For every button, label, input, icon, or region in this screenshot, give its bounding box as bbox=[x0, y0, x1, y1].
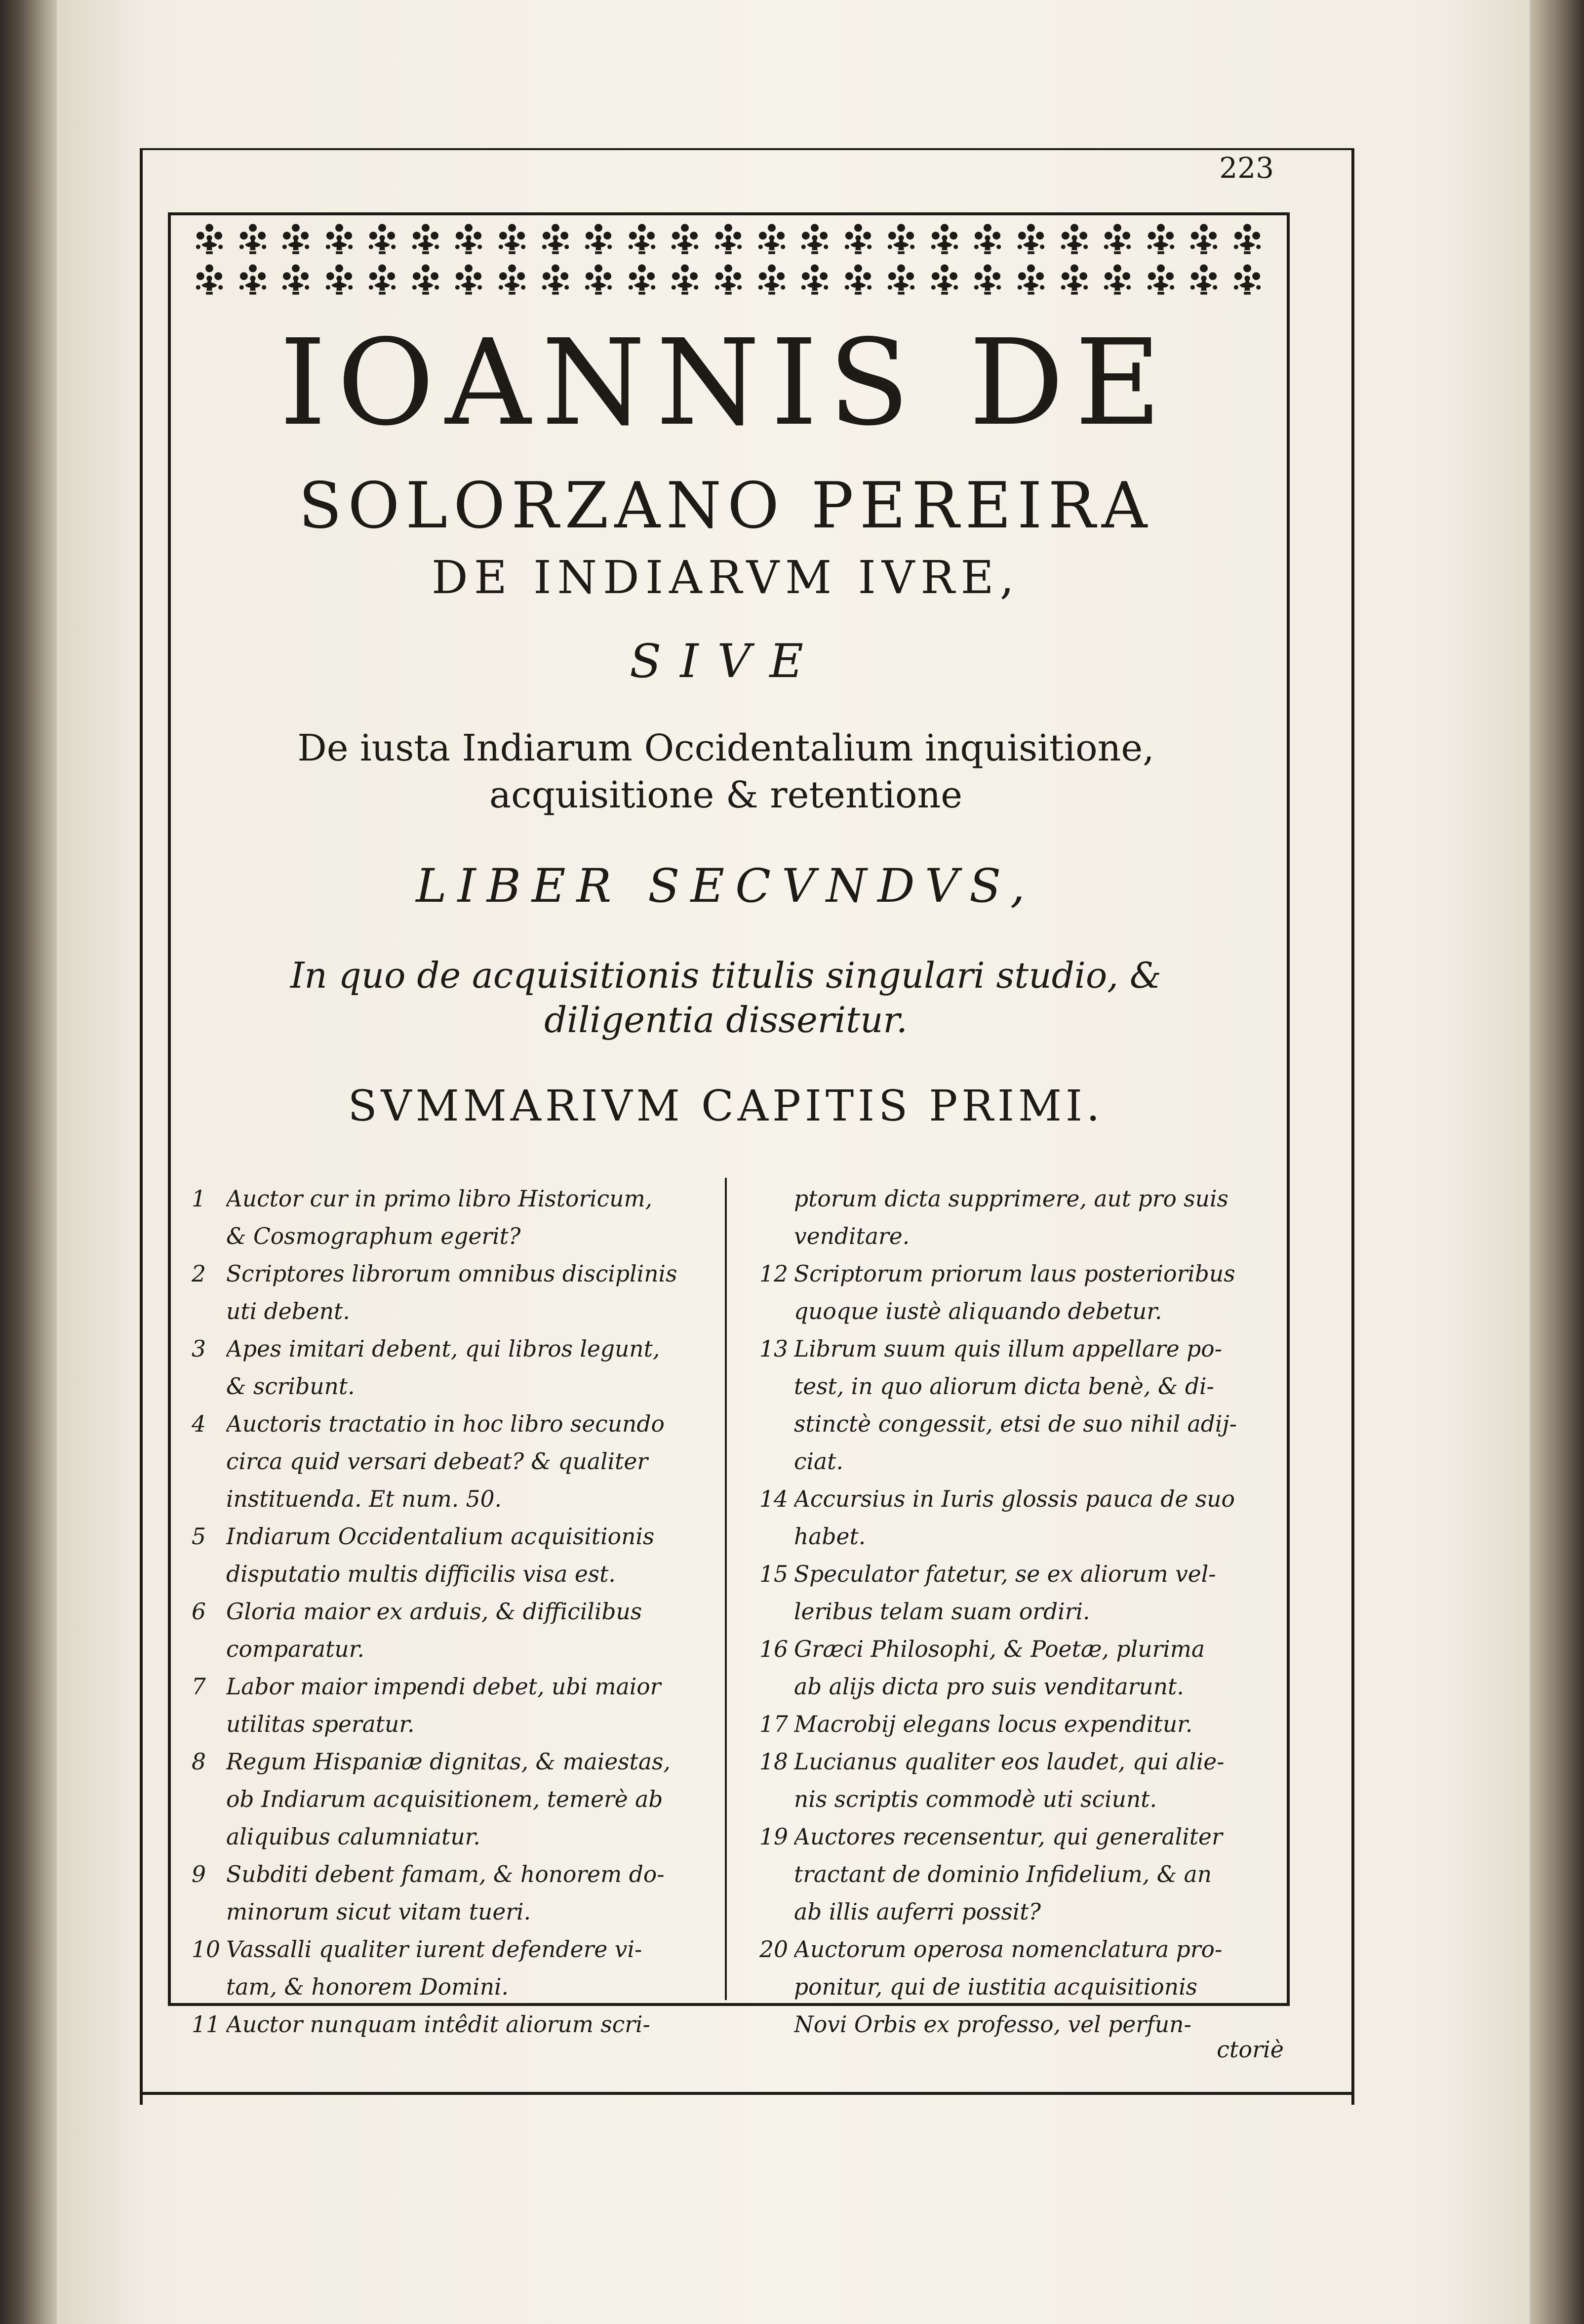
fleuron-row-top bbox=[193, 222, 1264, 256]
fleuron-icon bbox=[1144, 263, 1178, 296]
fleuron-icon bbox=[971, 263, 1004, 296]
summary-heading: SVMMARIVM CAPITIS PRIMI. bbox=[348, 1082, 1104, 1131]
summary-item-text: Scriptorum priorum laus posterioribus bbox=[794, 1261, 1235, 1287]
summary-item-text: tractant de dominio Infidelium, & an bbox=[794, 1861, 1212, 1887]
fleuron-icon bbox=[1187, 222, 1221, 256]
summary-item-number: 17 bbox=[759, 1711, 788, 1737]
fleuron-icon bbox=[365, 222, 399, 256]
summary-item-number bbox=[192, 1293, 226, 1330]
summary-item-number bbox=[192, 1818, 226, 1856]
fleuron-icon bbox=[1058, 263, 1091, 296]
summary-line bbox=[759, 1556, 1261, 1593]
summary-line bbox=[759, 1668, 1261, 1706]
fleuron-ornament-band bbox=[193, 222, 1264, 296]
summary-item-text: ab alijs dicta pro suis venditarunt. bbox=[794, 1674, 1184, 1700]
column-divider-rule bbox=[725, 1178, 727, 2000]
summary-line bbox=[192, 1518, 693, 1556]
summary-item-text: Græci Philosophi, & Poetæ, plurima bbox=[794, 1636, 1205, 1662]
summary-item-text: Speculator fatetur, se ex aliorum vel- bbox=[794, 1561, 1216, 1587]
summary-item-number: 4 bbox=[192, 1411, 206, 1437]
fleuron-icon bbox=[193, 222, 226, 256]
summary-column-left bbox=[192, 1180, 693, 2038]
summary-item-text: ponitur, qui de iustitia acquisitionis bbox=[794, 1974, 1198, 2000]
fleuron-icon bbox=[365, 263, 399, 296]
summary-item-text: Labor maior impendi debet, ubi maior bbox=[226, 1674, 661, 1700]
summary-item-text: Gloria maior ex arduis, & difficilibus bbox=[226, 1599, 642, 1625]
summary-column-right bbox=[759, 1180, 1261, 2038]
fleuron-icon bbox=[236, 263, 270, 296]
summary-item-number bbox=[192, 1781, 226, 1818]
fleuron-icon bbox=[625, 263, 659, 296]
summary-item-text: Auctor nunquam intêdit aliorum scri- bbox=[226, 2011, 650, 2038]
fleuron-icon bbox=[582, 263, 615, 296]
summary-line bbox=[759, 1856, 1261, 1893]
summary-line bbox=[759, 1481, 1261, 1518]
summary-item-text: minorum sicut vitam tueri. bbox=[226, 1899, 531, 1925]
summary-item-number bbox=[759, 1518, 794, 1556]
summary-item-text: Auctoris tractatio in hoc libro secundo bbox=[226, 1411, 665, 1437]
summary-item-text: habet. bbox=[794, 1523, 866, 1550]
fleuron-icon bbox=[1014, 263, 1048, 296]
fleuron-icon bbox=[884, 263, 918, 296]
summary-item-text: circa quid versari debeat? & qualiter bbox=[226, 1448, 648, 1475]
summary-item-number bbox=[759, 1443, 794, 1481]
summary-item-text: Regum Hispaniæ dignitas, & maiestas, bbox=[226, 1749, 671, 1775]
book-edge-right bbox=[1530, 0, 1584, 2324]
summary-line bbox=[192, 1706, 693, 1743]
summary-line bbox=[192, 1330, 693, 1368]
summary-item-text: Macrobij elegans locus expenditur. bbox=[794, 1711, 1193, 1737]
fleuron-icon bbox=[193, 263, 226, 296]
fleuron-icon bbox=[971, 222, 1004, 256]
summary-item-text: Scriptores librorum omnibus disciplinis bbox=[226, 1261, 677, 1287]
book-description-line-2: diligentia disseritur. bbox=[544, 999, 908, 1041]
title-sive: SIVE bbox=[629, 635, 823, 688]
summary-item-number bbox=[192, 1218, 226, 1255]
fleuron-icon bbox=[798, 222, 832, 256]
summary-item-text: stinctè congessit, etsi de suo nihil adij- bbox=[794, 1411, 1237, 1437]
summary-line bbox=[192, 1818, 693, 1856]
summary-line bbox=[759, 1631, 1261, 1668]
fleuron-icon bbox=[668, 222, 702, 256]
summary-item-number: 16 bbox=[759, 1636, 788, 1662]
summary-item-number: 20 bbox=[759, 1936, 788, 1963]
title-author-first-line: IOANNIS DE bbox=[279, 314, 1172, 452]
fleuron-icon bbox=[539, 263, 572, 296]
fleuron-icon bbox=[1101, 263, 1134, 296]
summary-item-number bbox=[192, 1481, 226, 1518]
summary-item-text: Vassalli qualiter iurent defendere vi- bbox=[226, 1936, 642, 1963]
summary-line bbox=[759, 1405, 1261, 1443]
summary-item-number bbox=[759, 2006, 794, 2044]
summary-item-number bbox=[759, 1368, 794, 1405]
summary-item-text: venditare. bbox=[794, 1223, 910, 1249]
summary-line bbox=[192, 1931, 693, 1968]
fleuron-icon bbox=[712, 222, 745, 256]
summary-item-number bbox=[759, 1893, 794, 1931]
summary-item-number bbox=[192, 1631, 226, 1668]
summary-line bbox=[759, 1180, 1261, 1218]
summary-item-text: ptorum dicta supprimere, aut pro suis bbox=[794, 1186, 1228, 1212]
fleuron-icon bbox=[582, 222, 615, 256]
summary-item-text: Indiarum Occidentalium acquisitionis bbox=[226, 1523, 655, 1550]
summary-line bbox=[759, 1593, 1261, 1631]
summary-item-text: uti debent. bbox=[226, 1298, 350, 1324]
summary-line bbox=[192, 1743, 693, 1781]
summary-item-number bbox=[759, 1856, 794, 1893]
fleuron-icon bbox=[322, 263, 356, 296]
summary-item-number bbox=[192, 1556, 226, 1593]
summary-line bbox=[759, 1781, 1261, 1818]
summary-item-number: 7 bbox=[192, 1674, 206, 1700]
fleuron-row-bottom bbox=[193, 263, 1264, 296]
summary-item-number bbox=[759, 1593, 794, 1631]
summary-line bbox=[192, 1218, 693, 1255]
summary-item-number: 18 bbox=[759, 1749, 788, 1775]
fleuron-icon bbox=[1101, 222, 1134, 256]
summary-line bbox=[759, 1255, 1261, 1293]
summary-item-text: ab illis auferri possit? bbox=[794, 1899, 1041, 1925]
summary-line bbox=[192, 1255, 693, 1293]
summary-item-number: 9 bbox=[192, 1861, 206, 1887]
summary-line bbox=[759, 1743, 1261, 1781]
summary-line bbox=[759, 1968, 1261, 2006]
fleuron-icon bbox=[1014, 222, 1048, 256]
fleuron-icon bbox=[755, 263, 789, 296]
summary-item-number: 1 bbox=[192, 1186, 206, 1212]
fleuron-icon bbox=[409, 263, 442, 296]
summary-line bbox=[759, 1518, 1261, 1556]
fleuron-icon bbox=[279, 222, 313, 256]
fleuron-icon bbox=[495, 263, 529, 296]
fleuron-icon bbox=[409, 222, 442, 256]
summary-item-number bbox=[759, 1405, 794, 1443]
summary-item-text: instituenda. Et num. 50. bbox=[226, 1486, 502, 1512]
summary-item-number bbox=[759, 1218, 794, 1255]
summary-line bbox=[192, 1631, 693, 1668]
summary-line bbox=[759, 1293, 1261, 1330]
fleuron-icon bbox=[322, 222, 356, 256]
page-bottom-rule bbox=[140, 2092, 1354, 2095]
summary-item-number bbox=[759, 1968, 794, 2006]
fleuron-icon bbox=[539, 222, 572, 256]
summary-line bbox=[192, 1968, 693, 2006]
fleuron-icon bbox=[452, 222, 485, 256]
summary-item-text: & scribunt. bbox=[226, 1373, 355, 1400]
summary-line bbox=[759, 1706, 1261, 1743]
fleuron-icon bbox=[236, 222, 270, 256]
fleuron-icon bbox=[755, 222, 789, 256]
summary-line bbox=[192, 1781, 693, 1818]
summary-item-number bbox=[192, 1706, 226, 1743]
summary-item-text: Auctores recensentur, qui generaliter bbox=[794, 1824, 1223, 1850]
fleuron-icon bbox=[712, 263, 745, 296]
summary-item-text: utilitas speratur. bbox=[226, 1711, 415, 1737]
summary-item-number: 12 bbox=[759, 1261, 788, 1287]
fleuron-icon bbox=[1058, 222, 1091, 256]
summary-line bbox=[192, 1556, 693, 1593]
summary-line bbox=[759, 1218, 1261, 1255]
summary-item-number bbox=[759, 1668, 794, 1706]
fleuron-icon bbox=[1230, 263, 1264, 296]
summary-item-number bbox=[759, 1293, 794, 1330]
summary-item-text: test, in quo aliorum dicta benè, & di- bbox=[794, 1373, 1214, 1400]
summary-line bbox=[759, 1931, 1261, 1968]
fleuron-icon bbox=[798, 263, 832, 296]
summary-item-number bbox=[759, 1180, 794, 1218]
fleuron-icon bbox=[928, 263, 961, 296]
fleuron-icon bbox=[1144, 222, 1178, 256]
summary-item-text: Novi Orbis ex professo, vel perfun- bbox=[794, 2011, 1191, 2038]
fleuron-icon bbox=[1187, 263, 1221, 296]
catchword: ctoriè bbox=[1217, 2036, 1284, 2063]
summary-item-number bbox=[192, 1968, 226, 2006]
fleuron-icon bbox=[625, 222, 659, 256]
summary-line bbox=[192, 1368, 693, 1405]
summary-item-text: nis scriptis commodè uti sciunt. bbox=[794, 1786, 1157, 1812]
summary-item-text: aliquibus calumniatur. bbox=[226, 1824, 480, 1850]
summary-line bbox=[192, 1668, 693, 1706]
summary-line bbox=[192, 1180, 693, 1218]
summary-item-number: 15 bbox=[759, 1561, 788, 1587]
fleuron-icon bbox=[452, 263, 485, 296]
summary-line bbox=[192, 1593, 693, 1631]
summary-item-text: & Cosmographum egerit? bbox=[226, 1223, 521, 1249]
summary-line bbox=[192, 1481, 693, 1518]
summary-item-text: tam, & honorem Domini. bbox=[226, 1974, 509, 2000]
fleuron-icon bbox=[1230, 222, 1264, 256]
subtitle-line-1: De iusta Indiarum Occidentalium inquisitione, bbox=[297, 727, 1154, 769]
summary-item-text: Auctorum operosa nomenclatura pro- bbox=[794, 1936, 1223, 1963]
summary-item-text: Apes imitari debent, qui libros legunt, bbox=[226, 1336, 660, 1362]
summary-item-text: ob Indiarum acquisitionem, temerè ab bbox=[226, 1786, 663, 1812]
fleuron-icon bbox=[668, 263, 702, 296]
summary-item-text: disputatio multis difficilis visa est. bbox=[226, 1561, 616, 1587]
book-description-line-1: In quo de acquisitionis titulis singulari studio, & bbox=[290, 955, 1162, 996]
book-heading: LIBER SECVNDVS, bbox=[416, 859, 1036, 913]
summary-item-number: 19 bbox=[759, 1824, 788, 1850]
summary-item-text: Librum suum quis illum appellare po- bbox=[794, 1336, 1223, 1362]
summary-item-number: 13 bbox=[759, 1336, 788, 1362]
summary-line bbox=[192, 1405, 693, 1443]
summary-item-text: Accursius in Iuris glossis pauca de suo bbox=[794, 1486, 1235, 1512]
summary-item-number: 2 bbox=[192, 1261, 206, 1287]
fleuron-icon bbox=[928, 222, 961, 256]
summary-item-number bbox=[192, 1893, 226, 1931]
summary-line bbox=[192, 1893, 693, 1931]
summary-item-number: 10 bbox=[192, 1936, 220, 1963]
summary-line bbox=[192, 1856, 693, 1893]
fleuron-icon bbox=[279, 263, 313, 296]
fleuron-icon bbox=[884, 222, 918, 256]
summary-item-number: 14 bbox=[759, 1486, 788, 1512]
summary-item-text: Lucianus qualiter eos laudet, qui alie- bbox=[794, 1749, 1225, 1775]
summary-item-text: quoque iustè aliquando debetur. bbox=[794, 1298, 1162, 1324]
summary-item-text: Auctor cur in primo libro Historicum, bbox=[226, 1186, 653, 1212]
summary-line bbox=[759, 1893, 1261, 1931]
summary-line bbox=[192, 2006, 693, 2044]
summary-line bbox=[759, 2006, 1261, 2044]
title-author-second-line: SOLORZANO PEREIRA bbox=[298, 469, 1153, 543]
summary-item-number: 5 bbox=[192, 1523, 206, 1550]
summary-line bbox=[192, 1443, 693, 1481]
title-work: DE INDIARVM IVRE, bbox=[432, 551, 1020, 604]
summary-item-text: comparatur. bbox=[226, 1636, 364, 1662]
summary-item-text: ciat. bbox=[794, 1448, 843, 1475]
fleuron-icon bbox=[841, 222, 875, 256]
summary-line bbox=[759, 1368, 1261, 1405]
summary-item-number: 6 bbox=[192, 1599, 206, 1625]
summary-item-number bbox=[192, 1368, 226, 1405]
summary-item-number: 11 bbox=[192, 2011, 220, 2038]
summary-line bbox=[759, 1443, 1261, 1481]
book-gutter-left bbox=[0, 0, 59, 2324]
summary-line bbox=[759, 1330, 1261, 1368]
summary-item-number: 3 bbox=[192, 1336, 206, 1362]
page-number: 223 bbox=[1219, 151, 1274, 185]
summary-item-text: leribus telam suam ordiri. bbox=[794, 1599, 1090, 1625]
summary-line bbox=[192, 1293, 693, 1330]
summary-item-number bbox=[192, 1443, 226, 1481]
summary-item-number bbox=[759, 1781, 794, 1818]
summary-item-text: Subditi debent famam, & honorem do- bbox=[226, 1861, 665, 1887]
fleuron-icon bbox=[841, 263, 875, 296]
fleuron-icon bbox=[495, 222, 529, 256]
summary-item-number: 8 bbox=[192, 1749, 206, 1775]
summary-line bbox=[759, 1818, 1261, 1856]
subtitle-line-2: acquisitione & retentione bbox=[489, 774, 962, 816]
